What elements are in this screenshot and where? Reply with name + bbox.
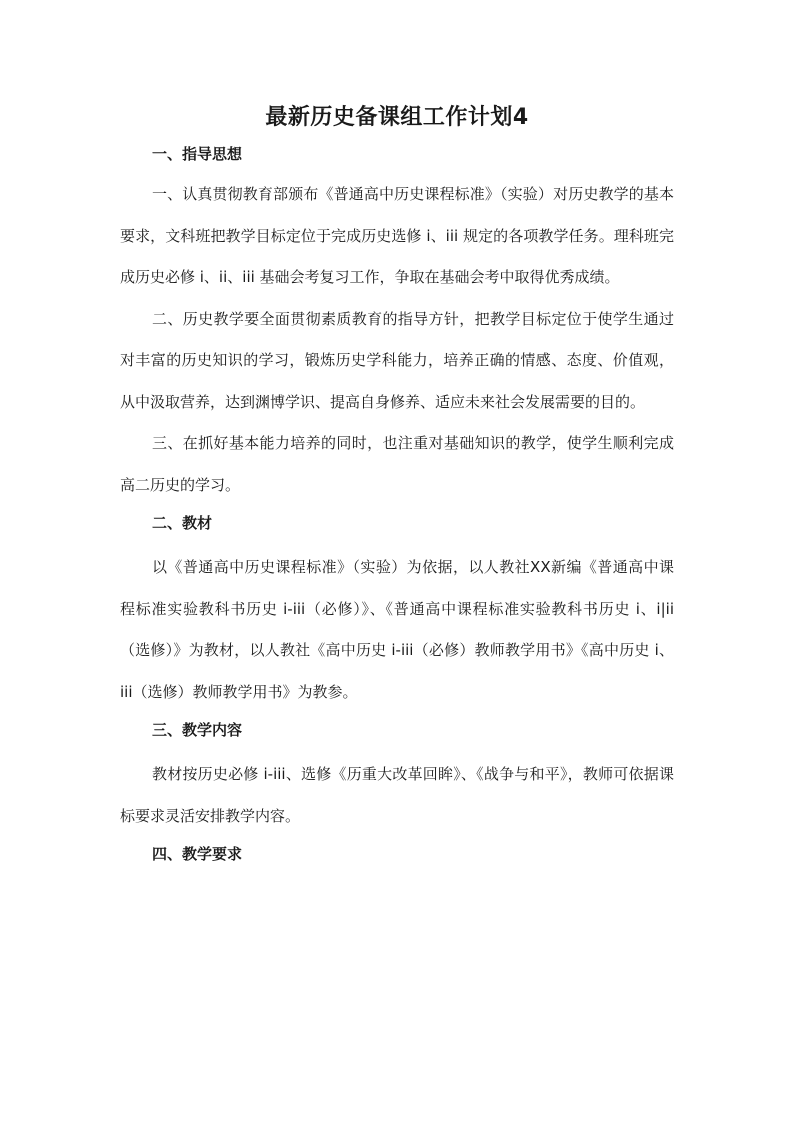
section-heading: 四、教学要求 bbox=[152, 845, 243, 863]
section-heading: 二、教材 bbox=[152, 514, 213, 532]
paragraph: 以《普通高中历史课程标准》（实验）为依据，以人教社XX新编《普通高中课程标准实验教科书历史 i-iii（必修）》、《普通高中课程标准实验教科书历史 i、i|ii（选修）》为教材，以人教社《高中历史 i-iii（必修）教师教学用书》《高中历史 i、iii（选修）教师教学用书》为教参。 bbox=[120, 558, 674, 701]
section-heading: 一、指导思想 bbox=[152, 145, 243, 163]
paragraph: 二、历史教学要全面贯彻素质教育的指导方针，把教学目标定位于使学生通过对丰富的历史知识的学习，锻炼历史学科能力，培养正确的情感、态度、价值观，从中汲取营养，达到渊博学识、提高自身修养、适应未来社会发展需要的目的。 bbox=[120, 309, 674, 411]
document-title: 最新历史备课组工作计划4 bbox=[265, 105, 529, 130]
paragraph: 教材按历史必修 i-iii、选修《历重大改革回眸》、《战争与和平》，教师可依据课标要求灵活安排教学内容。 bbox=[120, 765, 674, 825]
section-textbooks bbox=[120, 513, 674, 533]
section-guiding-ideology bbox=[120, 144, 674, 506]
paragraph: 一、认真贯彻教育部颁布《普通高中历史课程标准》（实验）对历史教学的基本要求，文科班把教学目标定位于完成历史选修 i、iii 规定的各项教学任务。理科班完成历史必修 i、ii、iii 基础会考复习工作，争取在基础会考中取得优秀成绩。 bbox=[120, 185, 674, 286]
section-teaching-content bbox=[120, 720, 674, 740]
section-heading: 三、教学内容 bbox=[152, 721, 243, 739]
section-teaching-requirements bbox=[120, 844, 674, 864]
paragraph: 三、在抓好基本能力培养的同时，也注重对基础知识的教学，使学生顺利完成高二历史的学习。 bbox=[120, 434, 674, 494]
